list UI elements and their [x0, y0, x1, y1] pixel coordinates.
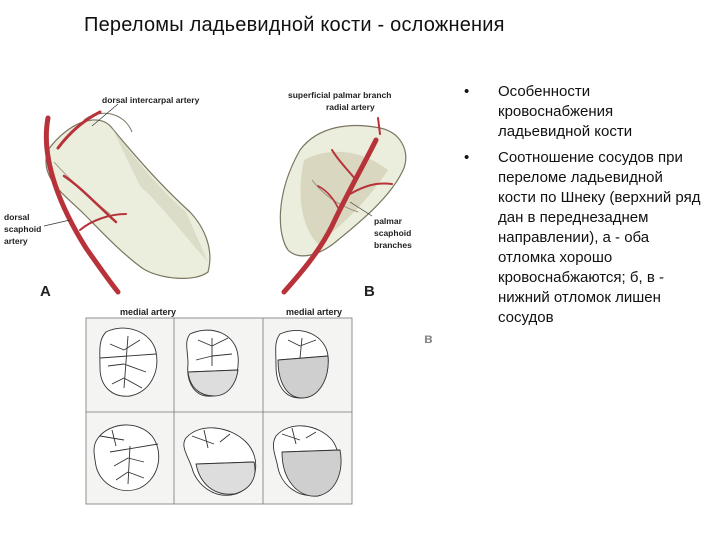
label-radial-artery: radial artery	[326, 102, 375, 112]
bullet-item-schneck	[462, 148, 702, 328]
label-medial-artery-1: medial artery	[120, 307, 177, 317]
label-scaphoid-a: scaphoid	[4, 224, 42, 234]
label-scaphoid-b: scaphoid	[374, 228, 412, 238]
panel-top-3	[276, 330, 329, 398]
bullet-item-blood-supply	[462, 82, 702, 142]
panel-bottom-1	[94, 425, 159, 491]
label-palmar: palmar	[374, 216, 402, 226]
bullet-dot: •	[464, 83, 470, 100]
letter-b: B	[364, 283, 375, 300]
label-medial-artery-2: medial artery	[286, 307, 343, 317]
panel-top-2	[187, 330, 239, 396]
label-dorsal: dorsal	[4, 212, 30, 222]
bullet-dot: •	[464, 149, 470, 166]
bullet-text: Соотношение сосудов при переломе ладьевидной кости по Шнеку (верхний ряд дан в переднезаднем направлении), а - оба отломка хорошо кровоснабжаются; б, в - нижний отломок лишен сосудов	[498, 149, 701, 326]
bullet-list	[462, 82, 702, 334]
bone-a-illustration	[46, 113, 210, 278]
slide-title: Переломы ладьевидной кости - осложнения	[84, 14, 505, 36]
bullet-text: Особенности кровоснабжения ладьевидной кости	[498, 83, 633, 140]
label-branches: branches	[374, 240, 412, 250]
schneck-panels	[86, 318, 352, 504]
label-superficial-palmar-branch: superficial palmar branch	[288, 90, 392, 100]
panel-top-1	[100, 328, 157, 396]
letter-a: A	[40, 283, 51, 300]
stray-letter-v: в	[424, 330, 433, 346]
label-artery-a: artery	[4, 236, 28, 246]
label-dorsal-intercarpal-artery: dorsal intercarpal artery	[102, 95, 200, 105]
